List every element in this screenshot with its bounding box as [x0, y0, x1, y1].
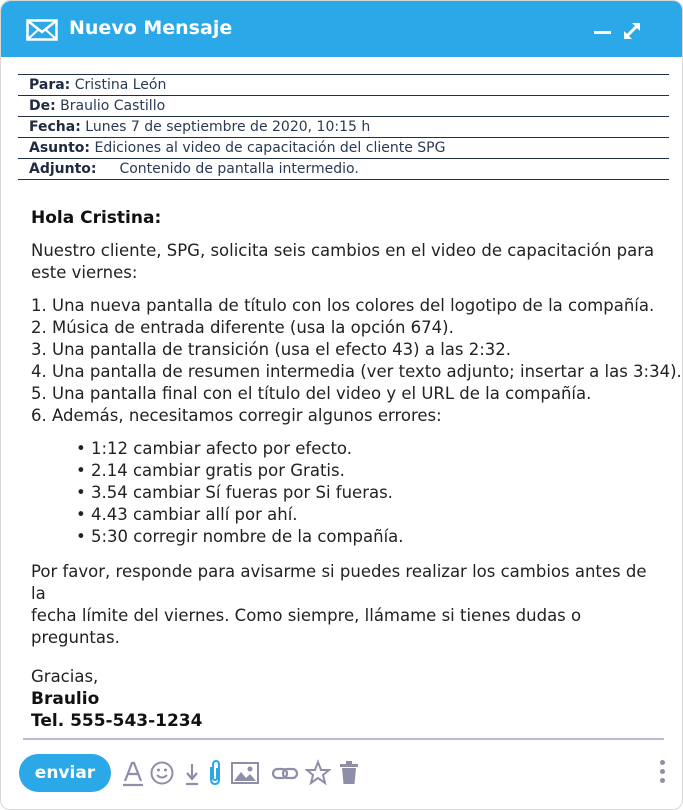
sublist-item: • 5:30 corregir nombre de la compañía.: [76, 527, 404, 546]
change-list: [31, 295, 682, 427]
sublist-item: • 2.14 cambiar gratis por Gratis.: [76, 461, 345, 480]
sublist-item: • 3.54 cambiar Sí fueras por Si fueras.: [76, 483, 393, 502]
list-item: 5. Una pantalla final con el título del video y el URL de la compañía.: [31, 384, 592, 403]
list-item: 3. Una pantalla de transición (usa el efecto 43) a las 2:32.: [31, 340, 512, 359]
toolbar-divider: [23, 738, 664, 740]
date-row: [18, 117, 669, 138]
to-value: Cristina León: [74, 77, 167, 93]
send-button[interactable]: enviar: [19, 754, 111, 792]
message-headers: [18, 74, 669, 180]
star-icon[interactable]: [305, 759, 331, 787]
intro-paragraph: [31, 240, 661, 284]
sublist-item: • 4.43 cambiar allí por ahí.: [76, 505, 298, 524]
emoji-icon[interactable]: [149, 759, 175, 787]
subject-value: Ediciones al video de capacitación del cliente SPG: [94, 140, 446, 156]
attachment-label: Adjunto:: [29, 161, 97, 177]
signature-name: Braulio: [31, 689, 100, 709]
sublist-item: • 1:12 cambiar afecto por efecto.: [76, 439, 352, 458]
more-icon[interactable]: [657, 759, 667, 787]
from-row[interactable]: [18, 96, 669, 117]
list-item: 6. Además, necesitamos corregir algunos errores:: [31, 406, 442, 425]
compose-toolbar: [1, 749, 683, 799]
title-bar: [1, 1, 683, 57]
date-value: Lunes 7 de septiembre de 2020, 10:15 h: [85, 119, 371, 135]
list-item: 1. Una nueva pantalla de título con los colores del logotipo de la compañía.: [31, 296, 655, 315]
image-icon[interactable]: [230, 759, 260, 787]
subject-label: Asunto:: [29, 140, 91, 156]
list-item: 4. Una pantalla de resumen intermedia (ver texto adjunto; insertar a las 3:34).: [31, 362, 682, 381]
message-body[interactable]: [31, 207, 682, 732]
closing-paragraph: [31, 561, 661, 649]
thanks-text: Gracias,: [31, 667, 99, 686]
format-text-icon[interactable]: [120, 759, 146, 787]
window-title: Nuevo Mensaje: [69, 17, 233, 39]
closing-line: Por favor, responde para avisarme si puedes realizar los cambios antes de la: [31, 562, 647, 603]
date-label: Fecha:: [29, 119, 81, 135]
expand-icon[interactable]: [621, 20, 643, 42]
error-list: [76, 438, 661, 548]
link-icon[interactable]: [271, 759, 299, 787]
intro-line: Nuestro cliente, SPG, solicita seis cambios en el video de capacitación para: [31, 241, 655, 260]
from-value: Braulio Castillo: [60, 98, 166, 114]
subject-row[interactable]: [18, 138, 669, 159]
intro-line: este viernes:: [31, 263, 138, 282]
to-label: Para:: [29, 77, 71, 93]
list-item: 2. Música de entrada diferente (usa la opción 674).: [31, 318, 454, 337]
attach-icon[interactable]: [201, 759, 227, 787]
to-row[interactable]: [18, 74, 669, 96]
attachment-row[interactable]: [18, 159, 669, 180]
from-label: De:: [29, 98, 56, 114]
closing-line: fecha límite del viernes. Como siempre, llámame si tienes dudas o preguntas.: [31, 606, 582, 647]
trash-icon[interactable]: [336, 759, 362, 787]
minimize-icon[interactable]: [591, 19, 613, 41]
mail-icon: [26, 19, 58, 41]
signature-phone: Tel. 555-543-1234: [31, 711, 203, 731]
greeting: Hola Cristina:: [31, 208, 162, 228]
attachment-value: Contenido de pantalla intermedio.: [119, 161, 359, 177]
